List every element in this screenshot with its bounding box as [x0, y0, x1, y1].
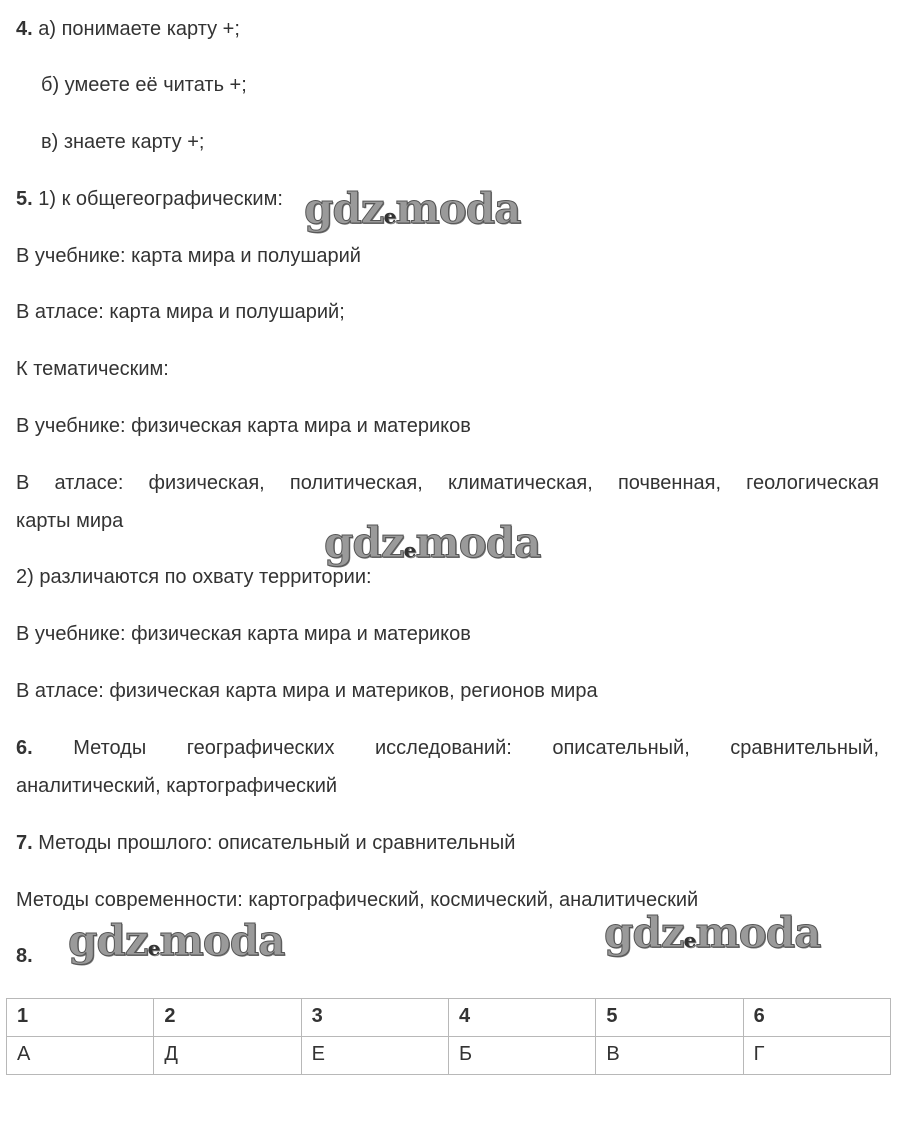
q7-number: 7. — [16, 832, 33, 854]
answer-table — [6, 998, 891, 1075]
q5-line-5: В учебнике: физическая карта мира и материков — [16, 415, 471, 437]
table-cell: В — [596, 1037, 743, 1075]
q4-line-b: б) умеете её читать +; — [41, 74, 247, 96]
table-cell: 6 — [743, 999, 890, 1037]
q4-text-a: а) понимаете карту +; — [38, 18, 240, 40]
q5-number: 5. — [16, 188, 33, 210]
watermark-logo: gdzemoda — [304, 184, 521, 233]
q4-line-c: в) знаете карту +; — [41, 131, 205, 153]
table-cell: 1 — [7, 999, 154, 1037]
table-cell: Б — [448, 1037, 595, 1075]
q5-line-2: В учебнике: карта мира и полушарий — [16, 245, 361, 267]
q7-line-1 — [16, 831, 515, 855]
table-cell: Е — [301, 1037, 448, 1075]
q5-line-8: В учебнике: физическая карта мира и материков — [16, 623, 471, 645]
q6-number: 6. — [16, 737, 33, 759]
watermark-logo: gdzemoda — [68, 916, 285, 965]
q6-line-a — [16, 736, 879, 760]
q5-text-1: 1) к общегеографическим: — [38, 188, 283, 210]
table-cell: 5 — [596, 999, 743, 1037]
q4-line-a — [16, 17, 240, 41]
q8-line — [16, 944, 33, 968]
q5-line-4: К тематическим: — [16, 358, 169, 380]
q5-line-6a: В атласе: физическая, политическая, климатическая, почвенная, геологическая — [16, 472, 879, 494]
q4-number: 4. — [16, 18, 33, 40]
q6-text-a: Методы географических исследований: описательный, сравнительный, — [73, 737, 879, 759]
q5-line-7: 2) различаются по охвату территории: — [16, 566, 372, 588]
table-cell: Г — [743, 1037, 890, 1075]
table-cell: 3 — [301, 999, 448, 1037]
table-row — [7, 1037, 891, 1075]
table-cell: 2 — [154, 999, 301, 1037]
watermark-logo: gdzemoda — [604, 908, 821, 957]
watermark-logo: gdzemoda — [324, 518, 541, 567]
q7-text-1: Методы прошлого: описательный и сравнительный — [38, 832, 516, 854]
q5-line-6b: карты мира — [16, 510, 124, 532]
table-cell: Д — [154, 1037, 301, 1075]
table-cell: 4 — [448, 999, 595, 1037]
q6-line-b: аналитический, картографический — [16, 775, 338, 797]
table-cell: А — [7, 1037, 154, 1075]
q8-number: 8. — [16, 945, 33, 967]
q5-line-3: В атласе: карта мира и полушарий; — [16, 301, 345, 323]
q5-line-1 — [16, 187, 283, 211]
q7-line-2: Методы современности: картографический, космический, аналитический — [16, 889, 699, 911]
q5-line-9: В атласе: физическая карта мира и материков, регионов мира — [16, 680, 598, 702]
table-header-row — [7, 999, 891, 1037]
